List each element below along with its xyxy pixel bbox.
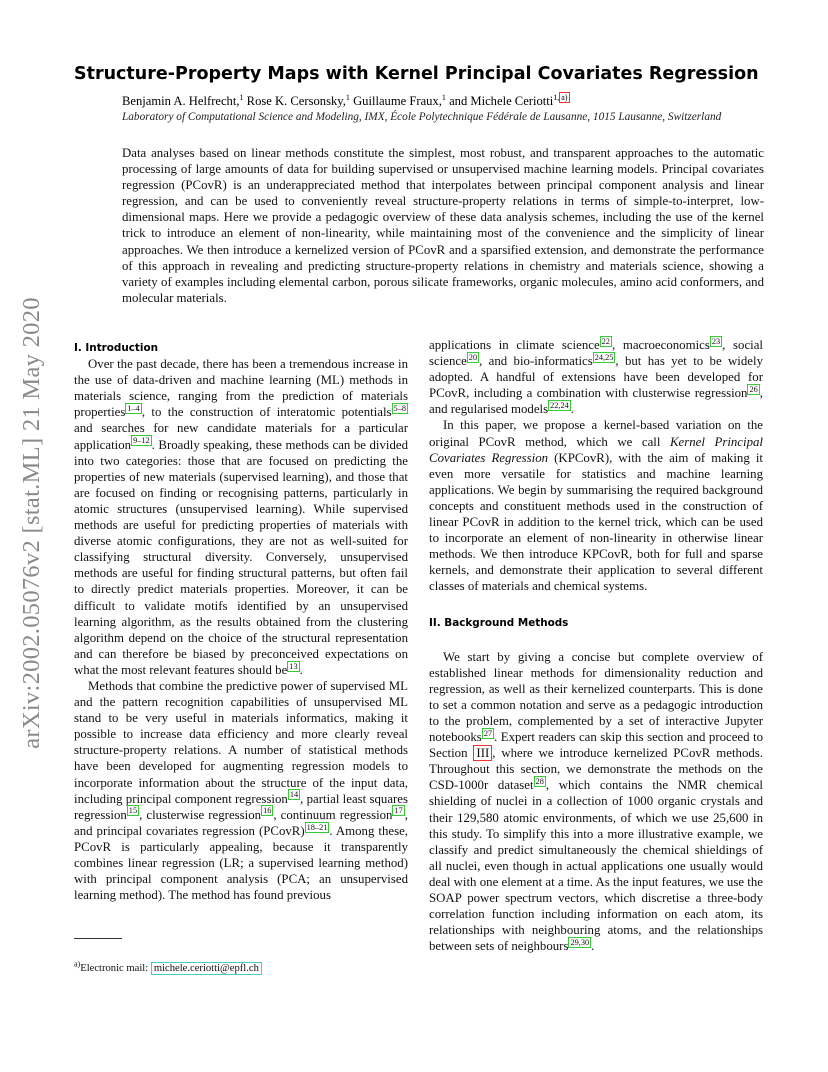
footnote bbox=[74, 959, 408, 974]
author-list bbox=[122, 94, 762, 109]
author-name: Rose K. Cersonsky, bbox=[246, 94, 346, 108]
arxiv-identifier-text: arXiv:2002.05076v2 [stat.ML] 21 May 2020 bbox=[18, 297, 45, 749]
affiliation-mark: 1 bbox=[239, 92, 244, 102]
citation-link[interactable]: 14 bbox=[289, 790, 299, 800]
email-link[interactable]: michele.ceriotti@epfl.ch bbox=[151, 962, 262, 975]
arxiv-identifier-stamp bbox=[12, 268, 52, 778]
left-column bbox=[74, 340, 408, 903]
section-reference-link[interactable]: III bbox=[473, 745, 492, 761]
author-name: Benjamin A. Helfrecht, bbox=[122, 94, 240, 108]
citation-link[interactable]: 20 bbox=[468, 352, 478, 362]
paragraph: We start by giving a concise but complete overview of established linear methods for dimensionality reduction and regression, as well as their kernelized counterparts. This is done to set a common notation and serve as a pedagogic introduction to the problem, complemented by a set of interactive Jupyter notebooks $^{27}$ . Expert readers can skip this section and proceed to Section III , where we introduce kernelized PCovR methods. Throughout this section, we demonstrate the methods on the CSD-1000r dataset $^{28}$ , which contains the NMR chemical shielding of nuclei in a collection of 1000 organic crystals and their 129,580 atomic environments, of which we use 25,600 in this study. To simplify this into a more illustrative example, we classify and predict simultaneously the chemical shieldings of all nuclei, even though in actual applications one usually would deal with one element at a time. As the input features, we use the SOAP power spectrum vectors, which discretise a three-body correlation function including information on each atom, its relationships with neighbouring atoms, and the relationships between sets of neighbours $^{29,30}$ . bbox=[429, 649, 763, 954]
method-name-emphasis: Kernel Principal Covariates Regression bbox=[429, 434, 763, 465]
citation-link[interactable]: 26 bbox=[749, 385, 758, 394]
citation-link[interactable]: 9–12 bbox=[133, 436, 150, 446]
citation-link[interactable]: 13 bbox=[289, 661, 298, 671]
author-name: Guillaume Fraux, bbox=[353, 94, 442, 108]
citation-link[interactable]: 29,30 bbox=[570, 938, 590, 947]
paragraph: Over the past decade, there has been a tremendous increase in the use of data-driven and machine learning (ML) methods in materials science, ranging from the prediction of materials properties $^{1-4}$ , to the construction of interatomic potentials $^{5-8}$ and searches for new candidate materials for a particular application $^{9-12}$ . Broadly speaking, these methods can be divided into two categories: those that are focused on predicting the properties of new materials (supervised learning), and those that are focused on finding or recognising patterns, particularly in atomic structures (unsupervised learning). While supervised methods are useful for predicting properties of materials with diverse atomic configurations, they are not as well-suited for classifying structural diversity. Conversely, unsupervised methods are useful for finding structural patterns, but often fail to directly predict materials properties. Moreover, it can be difficult to validate motifs identified by an unsupervised learning algorithm, as the results obtained from the clustering algorithm depend on the choice of the structural representation and can therefore be biased by preconceived expectations on what the most relevant features should be $^{13}$ . bbox=[74, 357, 408, 677]
affiliation-mark: 1 bbox=[441, 92, 446, 102]
paragraph: applications in climate science $^{22}$ , macroeconomics $^{23}$ , social science $^{20}$ , and bio-informatics $^{24,25}$ , but has yet to be widely adopted. A handful of extensions have been developed for PCovR, including a combination with clusterwise regression $^{26}$ , and regularised models $^{22,24}$ . bbox=[429, 336, 763, 417]
author-name: and Michele Ceriotti bbox=[449, 94, 554, 108]
paper-title: Structure-Property Maps with Kernel Principal Covariates Regression bbox=[74, 64, 759, 84]
citation-link[interactable]: 27 bbox=[483, 728, 493, 738]
citation-link[interactable]: 18–21 bbox=[306, 822, 328, 832]
abstract: Data analyses based on linear methods constitute the simplest, most robust, and transparent approaches to the automatic processing of large amounts of data for building supervised or unsupervised machine learning models. Principal covariates regression (PCovR) is an underappreciated method that interpolates between principal component analysis and linear regression, and can be used to conveniently reveal structure-property relations in terms of simple-to-interpret, low-dimensional maps. Here we provide a pedagogic overview of these data analysis schemes, including the use of the kernel trick to introduce an element of non-linearity, while maintaining most of the convenience and the simplicity of linear approaches. We then introduce a kernelized version of PCovR and a sparsified extension, and demonstrate the performance of this approach in revealing and predicting structure-property relations in chemistry and materials science, showing a variety of examples including elemental carbon, porous silicate frameworks, organic molecules, amino acid conformers, and molecular materials. bbox=[122, 146, 764, 305]
citation-link[interactable]: 1–4 bbox=[127, 404, 140, 414]
citation-link[interactable]: 22,24 bbox=[550, 401, 569, 411]
citation-link[interactable]: 28 bbox=[535, 777, 544, 787]
footnote-mark: a) bbox=[74, 959, 81, 969]
paragraph: Methods that combine the predictive power of supervised ML and the pattern recognition capabilities of unsupervised ML stand to be very useful in materials informatics, making it possible to increase data efficiency and more clearly reveal structure-property relations. A number of statistical methods have been developed for augmenting regression models to incorporate information about the structure of the input data, including principal component regression $^{14}$ , partial least squares regression $^{15}$ , clusterwise regression $^{16}$ , continuum regression $^{17}$ , and principal covariates regression (PCovR) $^{18-21}$ . Among these, PCovR is particularly appealing, because it transparently combines linear regression (LR; a supervised learning method) with principal component analysis (PCA; an unsupervised learning method). The method has found previous bbox=[74, 678, 408, 903]
right-column bbox=[429, 337, 763, 954]
affiliation: Laboratory of Computational Science and Modeling, IMX, École Polytechnique Fédérale de Lausanne, 1015 Lausanne, Switzerland bbox=[122, 111, 722, 123]
footnote-divider bbox=[74, 938, 122, 939]
affiliation-mark: 1 bbox=[345, 92, 350, 102]
citation-link[interactable]: 15 bbox=[128, 806, 138, 816]
section-heading-background: II. Background Methods bbox=[429, 616, 569, 629]
citation-link[interactable]: 22 bbox=[601, 336, 610, 346]
paragraph: In this paper, we propose a kernel-based variation on the original PCovR method, which we call Kernel Principal Covariates Regression (KPCovR), with the aim of making it even more versatile for statistics and machine learning applications. We begin by summarising the required background concepts and constituent methods used in the construction of linear PCovR in addition to the kernel trick, which can be used to incorporate an element of non-linearity in otherwise linear methods. We then introduce KPCovR, both for full and sparse kernels, and demonstrate their application to several different classes of materials and chemical systems. bbox=[429, 418, 763, 594]
citation-link[interactable]: 24,25 bbox=[594, 352, 614, 362]
section-heading-introduction: I. Introduction bbox=[74, 342, 158, 354]
footnote-label: Electronic mail: bbox=[80, 963, 151, 974]
affiliation-mark: 1, bbox=[553, 92, 560, 102]
corresponding-author-link[interactable]: a) bbox=[561, 92, 568, 102]
citation-link[interactable]: 5–8 bbox=[393, 404, 406, 414]
citation-link[interactable]: 17 bbox=[394, 806, 403, 816]
citation-link[interactable]: 23 bbox=[711, 336, 721, 346]
citation-link[interactable]: 16 bbox=[263, 806, 272, 816]
